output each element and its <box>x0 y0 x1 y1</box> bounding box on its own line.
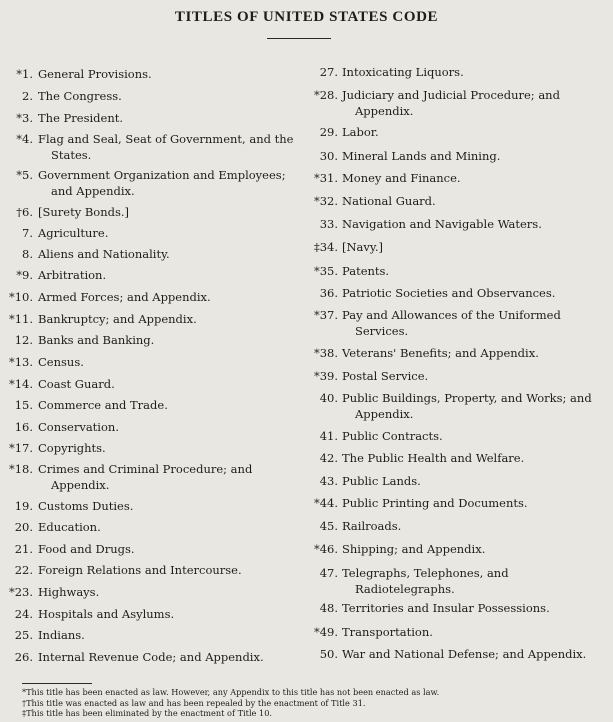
title-name <box>342 600 550 616</box>
title-number: *46. <box>313 542 338 556</box>
title-name <box>38 167 286 199</box>
title-name <box>38 498 133 514</box>
title-name <box>38 110 123 126</box>
title-number: 30. <box>319 149 338 163</box>
title-name <box>342 216 542 232</box>
title-number: *9. <box>16 268 33 282</box>
title-name <box>342 368 428 384</box>
title-name <box>342 170 461 186</box>
title-name <box>342 565 509 597</box>
title-name-continuation: Radiotelegraphs. <box>355 582 455 596</box>
title-number: 33. <box>319 217 338 231</box>
title-name-line: War and National Defense; and Appendix. <box>342 647 587 661</box>
title-name-line: Intoxicating Liquors. <box>342 65 464 79</box>
title-name <box>38 584 99 600</box>
title-number: *39. <box>313 369 338 383</box>
title-name <box>38 354 84 370</box>
title-name-line: Shipping; and Appendix. <box>342 542 486 556</box>
title-name-line: [Navy.] <box>342 240 384 254</box>
title-name-line: Patriotic Societies and Observances. <box>342 286 556 300</box>
title-number: 22. <box>14 563 33 577</box>
footnote-repealed: †This title was enacted as law and has been repealed by the enactment of Title 31. <box>22 697 366 708</box>
title-name-line: Patents. <box>342 264 390 278</box>
title-number: 47. <box>319 566 338 580</box>
title-name-line: Armed Forces; and Appendix. <box>38 290 211 304</box>
title-number: 29. <box>319 125 338 139</box>
title-number: *35. <box>313 264 338 278</box>
title-name-line: Internal Revenue Code; and Appendix. <box>38 650 264 664</box>
title-number: 24. <box>14 607 33 621</box>
title-name <box>342 193 436 209</box>
title-name <box>342 64 464 80</box>
title-number: *11. <box>8 312 33 326</box>
title-number: *13. <box>8 355 33 369</box>
title-name-line: [Surety Bonds.] <box>38 205 130 219</box>
title-name-line: Coast Guard. <box>38 377 115 391</box>
title-number: 27. <box>319 65 338 79</box>
title-name-line: Navigation and Navigable Waters. <box>342 217 542 231</box>
title-name <box>342 450 524 466</box>
title-number: *18. <box>8 462 33 476</box>
title-name-line: Conservation. <box>38 420 119 434</box>
title-number: *3. <box>16 111 33 125</box>
title-name <box>38 376 115 392</box>
title-name <box>342 646 586 662</box>
footnote-eliminated: ‡This title has been eliminated by the enactment of Title 10. <box>22 708 273 718</box>
title-name-line: Arbitration. <box>38 268 107 282</box>
title-name-line: National Guard. <box>342 194 436 208</box>
title-number: *5. <box>16 168 33 182</box>
title-number: 20. <box>14 520 33 534</box>
title-name <box>342 285 555 301</box>
title-name-line: Judiciary and Judicial Procedure; and <box>342 88 560 102</box>
title-number: 16. <box>14 420 33 434</box>
title-name-line: Food and Drugs. <box>38 542 135 556</box>
title-name-line: Money and Finance. <box>342 171 461 185</box>
title-name <box>342 87 560 119</box>
title-name <box>342 518 401 534</box>
title-name-line: The Congress. <box>38 89 122 103</box>
title-name <box>342 624 433 640</box>
title-name-continuation: States. <box>51 148 92 162</box>
title-name-line: The President. <box>38 111 124 125</box>
title-name-line: Banks and Banking. <box>38 333 155 347</box>
title-name <box>342 239 383 255</box>
title-number: 7. <box>22 226 33 240</box>
title-name <box>342 495 528 511</box>
title-name-line: Flag and Seal, Seat of Government, and the <box>38 132 294 146</box>
footnote-enacted: *This title has been enacted as law. However, any Appendix to this title has not been enacted as law. <box>22 687 440 697</box>
title-number: *49. <box>313 625 338 639</box>
title-number: *37. <box>313 308 338 322</box>
title-name <box>38 332 154 348</box>
title-name-line: Aliens and Nationality. <box>38 247 170 261</box>
title-name <box>38 562 242 578</box>
title-name <box>342 428 443 444</box>
title-name-line: Mineral Lands and Mining. <box>342 149 501 163</box>
title-name <box>38 461 252 493</box>
title-name-line: Public Contracts. <box>342 429 443 443</box>
title-name-continuation: Appendix. <box>51 478 110 492</box>
title-name-line: Agriculture. <box>38 226 109 240</box>
title-number: 50. <box>319 647 338 661</box>
title-number: 15. <box>14 398 33 412</box>
title-name-line: Crimes and Criminal Procedure; and <box>38 462 253 476</box>
title-name-line: Foreign Relations and Intercourse. <box>38 563 242 577</box>
title-number: *38. <box>313 346 338 360</box>
title-name-line: General Provisions. <box>38 67 152 81</box>
title-number: 25. <box>14 628 33 642</box>
title-name <box>38 267 106 283</box>
title-name-continuation: Appendix. <box>355 104 414 118</box>
title-name-continuation: Appendix. <box>355 407 414 421</box>
title-name-line: Customs Duties. <box>38 499 134 513</box>
title-name <box>38 419 119 435</box>
title-name <box>38 649 264 665</box>
title-number: 21. <box>14 542 33 556</box>
title-number: 36. <box>319 286 338 300</box>
title-number: *4. <box>16 132 33 146</box>
title-name-line: Postal Service. <box>342 369 429 383</box>
title-number: 12. <box>14 333 33 347</box>
title-name-line: Public Printing and Documents. <box>342 496 528 510</box>
title-number: 45. <box>319 519 338 533</box>
title-name-line: Veterans' Benefits; and Appendix. <box>342 346 539 360</box>
title-number: 42. <box>319 451 338 465</box>
title-rule <box>267 38 331 39</box>
title-name-line: Copyrights. <box>38 441 106 455</box>
title-name <box>38 541 135 557</box>
title-number: *31. <box>313 171 338 185</box>
title-name-line: Pay and Allowances of the Uniformed <box>342 308 561 322</box>
title-name <box>342 541 485 557</box>
title-name <box>38 289 211 305</box>
title-number: 8. <box>22 247 33 261</box>
title-name-line: Highways. <box>38 585 100 599</box>
title-number: *14. <box>8 377 33 391</box>
title-number: *28. <box>313 88 338 102</box>
title-name-line: Indians. <box>38 628 85 642</box>
title-name <box>342 390 592 422</box>
title-name <box>342 148 500 164</box>
title-name <box>38 66 152 82</box>
title-name <box>342 124 379 140</box>
title-name <box>342 307 561 339</box>
title-name-line: Railroads. <box>342 519 402 533</box>
title-number: 43. <box>319 474 338 488</box>
title-name <box>38 397 168 413</box>
title-name-line: Labor. <box>342 125 379 139</box>
title-name-line: The Public Health and Welfare. <box>342 451 525 465</box>
title-name <box>38 519 101 535</box>
title-number: †6. <box>16 205 33 219</box>
title-name <box>38 627 85 643</box>
title-name-line: Hospitals and Asylums. <box>38 607 175 621</box>
title-number: 40. <box>319 391 338 405</box>
title-number: 19. <box>14 499 33 513</box>
title-number: ‡34. <box>313 240 338 254</box>
title-name-line: Territories and Insular Possessions. <box>342 601 550 615</box>
title-number: *23. <box>8 585 33 599</box>
title-name-line: Government Organization and Employees; <box>38 168 286 182</box>
title-name <box>38 131 293 163</box>
footnotes <box>22 687 439 719</box>
title-name-line: Education. <box>38 520 101 534</box>
title-number: 48. <box>319 601 338 615</box>
title-number: *1. <box>16 67 33 81</box>
title-name-continuation: Services. <box>355 324 409 338</box>
title-number: *10. <box>8 290 33 304</box>
title-name-line: Census. <box>38 355 84 369</box>
title-name <box>38 606 174 622</box>
title-name <box>38 225 108 241</box>
title-name-line: Telegraphs, Telephones, and <box>342 566 509 580</box>
title-number: *17. <box>8 441 33 455</box>
title-number: *32. <box>313 194 338 208</box>
title-number: 41. <box>319 429 338 443</box>
title-number: *44. <box>313 496 338 510</box>
page-title: TITLES OF UNITED STATES CODE <box>174 9 439 25</box>
title-number: 26. <box>14 650 33 664</box>
title-name <box>342 345 539 361</box>
title-name <box>342 473 421 489</box>
title-name <box>38 204 129 220</box>
title-name <box>38 311 197 327</box>
title-name-line: Commerce and Trade. <box>38 398 168 412</box>
title-name-line: Public Buildings, Property, and Works; and <box>342 391 592 405</box>
title-name-line: Transportation. <box>342 625 433 639</box>
title-name-line: Bankruptcy; and Appendix. <box>38 312 197 326</box>
footnote-rule <box>22 683 92 684</box>
title-name <box>38 88 122 104</box>
title-name-continuation: and Appendix. <box>51 184 135 198</box>
title-number: 2. <box>22 89 33 103</box>
title-name-line: Public Lands. <box>342 474 421 488</box>
title-name <box>342 263 389 279</box>
title-name <box>38 246 170 262</box>
title-name <box>38 440 106 456</box>
